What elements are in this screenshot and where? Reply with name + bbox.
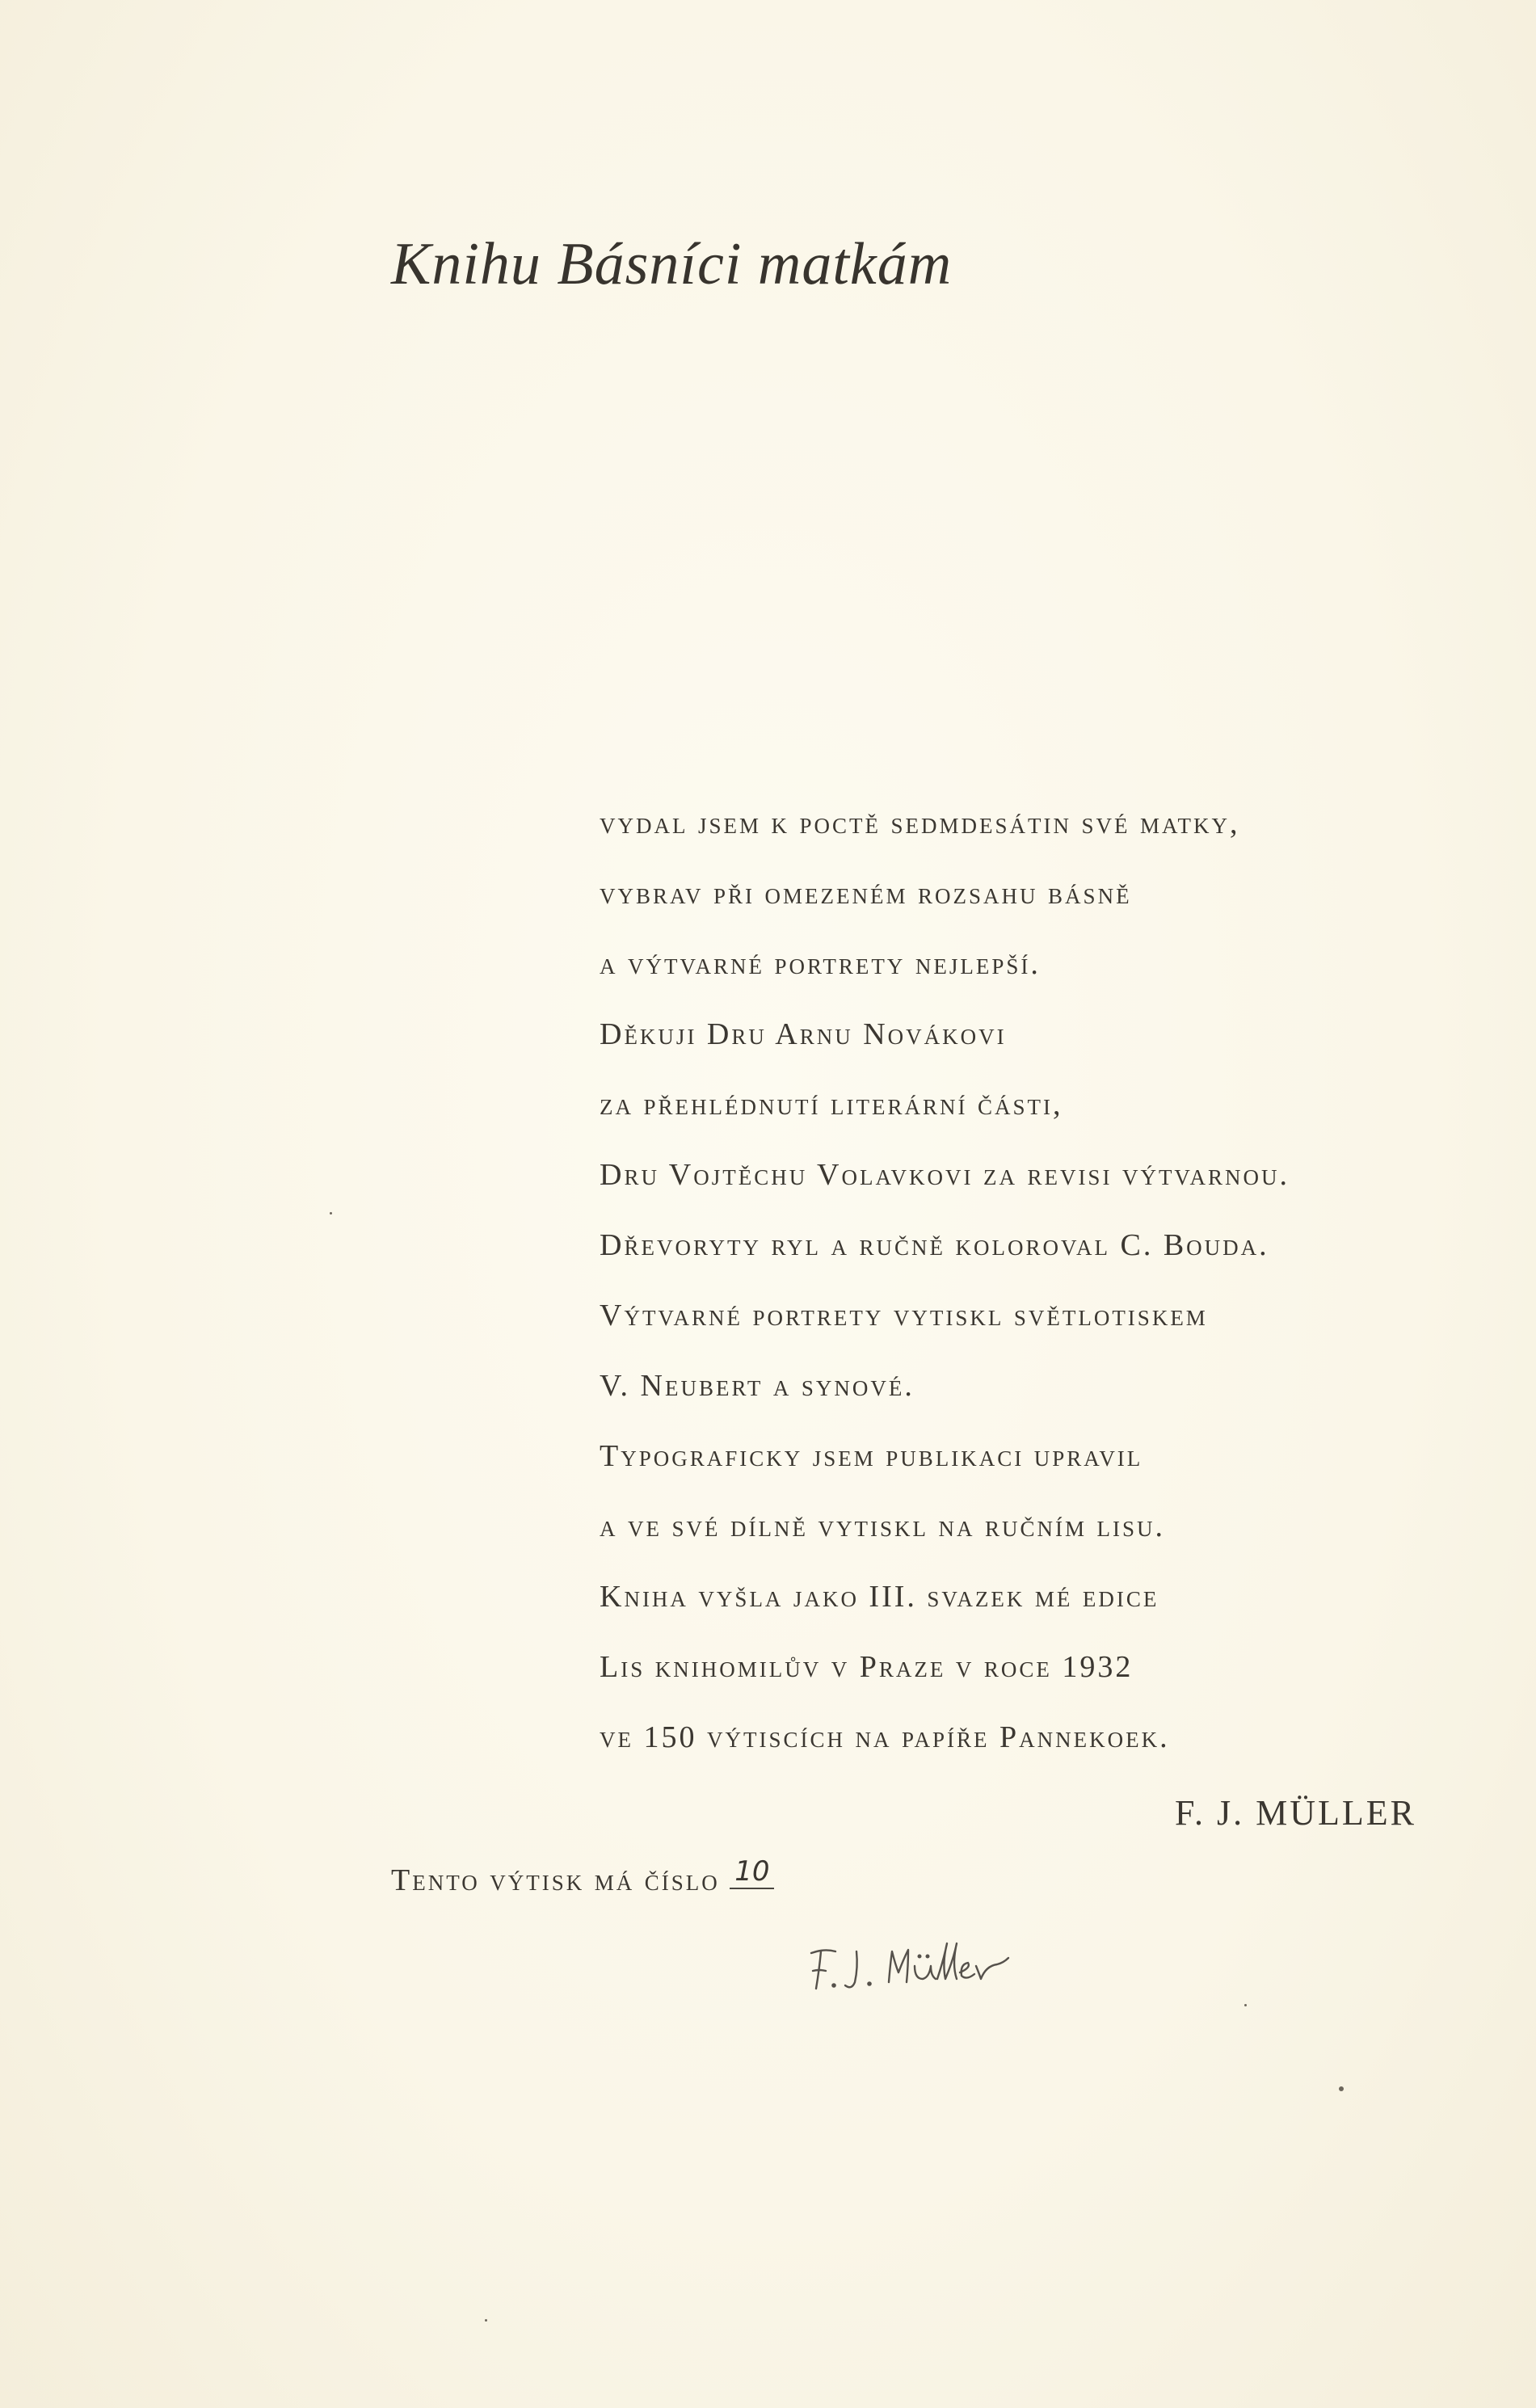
colophon-line: Děkuji Dru Arnu Novákovi xyxy=(600,1017,1007,1051)
colophon-line: a ve své dílně vytiskl na ručním lisu. xyxy=(600,1509,1165,1543)
paper-speck xyxy=(1244,2004,1247,2006)
colophon-line: za přehlédnutí literární části, xyxy=(600,1088,1063,1122)
colophon-line: Dru Vojtěchu Volavkovi za revisi výtvarnou. xyxy=(600,1158,1290,1192)
publisher-name: F. J. MÜLLER xyxy=(1175,1793,1416,1833)
page-title: Knihu Básníci matkám xyxy=(391,231,953,297)
colophon-line: ve 150 výtiscích na papíře Pannekoek. xyxy=(600,1720,1170,1754)
colophon-line: Kniha vyšla jako III. svazek mé edice xyxy=(600,1580,1159,1614)
colophon-line: vybrav při omezeném rozsahu básně xyxy=(600,877,1132,911)
handwritten-signature xyxy=(800,1927,1050,2000)
paper-speck xyxy=(1339,2086,1344,2091)
copy-number-line xyxy=(391,1855,774,1898)
colophon-line: a výtvarné portrety nejlepší. xyxy=(600,947,1041,981)
colophon-line: vydal jsem k poctě sedmdesátin své matky, xyxy=(600,806,1240,840)
colophon-text xyxy=(600,789,1440,1773)
paper-speck xyxy=(330,1212,332,1215)
colophon-line: Typograficky jsem publikaci upravil xyxy=(600,1439,1143,1473)
colophon-line: V. Neubert a synové. xyxy=(600,1369,915,1403)
paper-speck xyxy=(485,2319,487,2322)
copy-number-label: Tento výtisk má číslo xyxy=(391,1863,720,1897)
colophon-line: Výtvarné portrety vytiskl světlotiskem xyxy=(600,1299,1208,1332)
copy-number: 10 xyxy=(730,1855,774,1889)
colophon-line: Lis knihomilův v Praze v roce 1932 xyxy=(600,1650,1134,1684)
colophon-line: Dřevoryty ryl a ručně koloroval C. Bouda. xyxy=(600,1228,1269,1262)
